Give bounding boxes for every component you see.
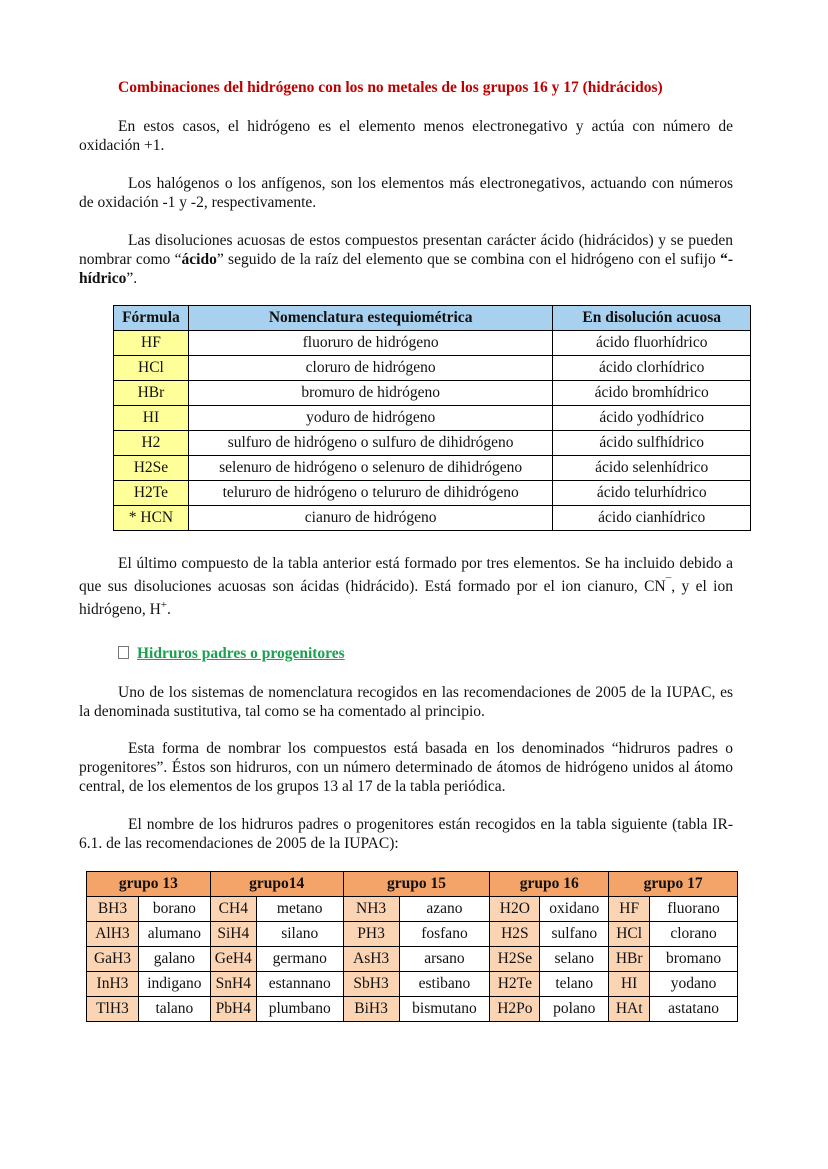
text-run: El último compuesto de la tabla anterior está formado por tres elementos. Se ha incluido debido a que sus disoluciones acuosas son ácidas (hidrácido). Está formado por el ion cianuro, CN <box>79 555 733 596</box>
hydride-formula-cell: SnH4 <box>210 972 256 997</box>
hydride-name-cell: galano <box>138 947 210 972</box>
stoichiometric-name-cell: cloruro de hidrógeno <box>188 356 553 381</box>
subsection-title: Hidruros padres o progenitores <box>137 645 345 662</box>
hydride-formula-cell: AsH3 <box>343 947 399 972</box>
formula-cell: HF <box>114 331 189 356</box>
table-header-row <box>87 872 738 897</box>
hydride-name-cell: metano <box>256 897 343 922</box>
stoichiometric-name-cell: selenuro de hidrógeno o selenuro de dihidrógeno <box>188 456 553 481</box>
hydride-name-cell: oxidano <box>540 897 609 922</box>
paragraph-acid-naming <box>79 231 733 288</box>
hydride-formula-cell: SbH3 <box>343 972 399 997</box>
hydride-name-cell: indigano <box>138 972 210 997</box>
formula-cell: HCl <box>114 356 189 381</box>
paragraph-parent-hydrides <box>79 739 733 796</box>
table-row <box>87 897 738 922</box>
formula-cell: * HCN <box>114 506 189 531</box>
hydride-name-cell: bismutano <box>399 997 490 1022</box>
paragraph-iupac <box>79 683 733 721</box>
stoichiometric-name-cell: yoduro de hidrógeno <box>188 406 553 431</box>
table-row <box>114 406 751 431</box>
table-row <box>114 431 751 456</box>
hydride-formula-cell: NH3 <box>343 897 399 922</box>
text-run: , y el ion hidrógeno, H <box>79 578 733 619</box>
superscript-minus: ¯ <box>665 576 672 588</box>
aqueous-name-cell: ácido cianhídrico <box>553 506 751 531</box>
hydride-name-cell: talano <box>138 997 210 1022</box>
hydride-formula-cell: H2Se <box>490 947 540 972</box>
paragraph-text: El nombre de los hidruros padres o progenitores están recogidos en la tabla siguiente (tabla IR-6.1. de las recomendaciones de 2005 de la IUPAC): <box>79 816 733 852</box>
paragraph-table-ref <box>79 815 733 853</box>
hydride-name-cell: germano <box>256 947 343 972</box>
table-row <box>87 947 738 972</box>
hydride-formula-cell: InH3 <box>87 972 139 997</box>
hydride-name-cell: telano <box>540 972 609 997</box>
table-row <box>114 481 751 506</box>
aqueous-name-cell: ácido telurhídrico <box>553 481 751 506</box>
paragraph-text: Uno de los sistemas de nomenclatura recogidos en las recomendaciones de 2005 de la IUPAC, es la denominada sustitutiva, tal como se ha comentado al principio. <box>79 684 733 720</box>
parent-hydrides-table <box>86 871 738 1022</box>
hydride-formula-cell: PbH4 <box>210 997 256 1022</box>
paragraph-oxidation <box>79 117 733 155</box>
header-group-14: grupo14 <box>210 872 343 897</box>
header-aqueous: En disolución acuosa <box>553 306 751 331</box>
table-row <box>114 331 751 356</box>
hydride-formula-cell: HAt <box>609 997 650 1022</box>
hydride-name-cell: borano <box>138 897 210 922</box>
aqueous-name-cell: ácido yodhídrico <box>553 406 751 431</box>
header-group-13: grupo 13 <box>87 872 211 897</box>
paragraph-text: Los halógenos o los anfígenos, son los elementos más electronegativos, actuando con números de oxidación -1 y -2, respectivamente. <box>79 175 733 211</box>
hydride-formula-cell: H2O <box>490 897 540 922</box>
table-row <box>87 922 738 947</box>
section-title: Combinaciones del hidrógeno con los no metales de los grupos 16 y 17 (hidrácidos) <box>118 79 663 96</box>
stoichiometric-name-cell: bromuro de hidrógeno <box>188 381 553 406</box>
superscript-plus: + <box>160 599 168 612</box>
hydride-formula-cell: GeH4 <box>210 947 256 972</box>
header-group-17: grupo 17 <box>609 872 738 897</box>
text-run: ” seguido de la raíz del elemento que se combina con el hidrógeno con el sufijo <box>216 251 721 268</box>
hydride-name-cell: estannano <box>256 972 343 997</box>
hydride-formula-cell: H2Po <box>490 997 540 1022</box>
hydride-name-cell: clorano <box>650 922 738 947</box>
hydride-formula-cell: AlH3 <box>87 922 139 947</box>
aqueous-name-cell: ácido selenhídrico <box>553 456 751 481</box>
hydride-name-cell: alumano <box>138 922 210 947</box>
hydride-formula-cell: HCl <box>609 922 650 947</box>
formula-cell: H2Se <box>114 456 189 481</box>
hydride-formula-cell: TlH3 <box>87 997 139 1022</box>
hydride-formula-cell: HI <box>609 972 650 997</box>
hydride-formula-cell: SiH4 <box>210 922 256 947</box>
hydride-formula-cell: PH3 <box>343 922 399 947</box>
header-stoichiometric: Nomenclatura estequiométrica <box>188 306 553 331</box>
hydracids-table <box>113 305 751 531</box>
stoichiometric-name-cell: telururo de hidrógeno o telururo de dihidrógeno <box>188 481 553 506</box>
aqueous-name-cell: ácido sulfhídrico <box>553 431 751 456</box>
hydride-name-cell: polano <box>540 997 609 1022</box>
table-row <box>114 381 751 406</box>
formula-cell: H2Te <box>114 481 189 506</box>
formula-cell: HI <box>114 406 189 431</box>
text-run: Las disoluciones acuosas de estos compuestos presentan carácter ácido (hidrácidos) y se pueden nombrar como “ <box>79 232 733 268</box>
text-run: ”. <box>126 270 138 287</box>
hydride-formula-cell: CH4 <box>210 897 256 922</box>
hydride-name-cell: estibano <box>399 972 490 997</box>
hydride-name-cell: fluorano <box>650 897 738 922</box>
bold-term-acido: ácido <box>181 251 217 268</box>
hydride-name-cell: plumbano <box>256 997 343 1022</box>
table-row <box>114 506 751 531</box>
paragraph-text: Esta forma de nombrar los compuestos está basada en los denominados “hidruros padres o progenitores”. Éstos son hidruros, con un número determinado de átomos de hidrógeno unidos al átomo central, de los elementos de los grupos 13 al 17 de la tabla periódica. <box>79 740 733 795</box>
stoichiometric-name-cell: cianuro de hidrógeno <box>188 506 553 531</box>
hydride-formula-cell: BiH3 <box>343 997 399 1022</box>
hydride-formula-cell: HF <box>609 897 650 922</box>
hydride-formula-cell: H2S <box>490 922 540 947</box>
bullet-box-icon <box>118 646 129 659</box>
bold-term-hidrico: “-hídrico <box>79 251 734 287</box>
hydride-formula-cell: GaH3 <box>87 947 139 972</box>
hydride-name-cell: selano <box>540 947 609 972</box>
table-row <box>114 356 751 381</box>
paragraph-halogens <box>79 174 733 212</box>
formula-cell: HBr <box>114 381 189 406</box>
hydride-name-cell: astatano <box>650 997 738 1022</box>
formula-cell: H2 <box>114 431 189 456</box>
hydride-name-cell: yodano <box>650 972 738 997</box>
hydride-formula-cell: HBr <box>609 947 650 972</box>
hydride-name-cell: azano <box>399 897 490 922</box>
table-row <box>87 997 738 1022</box>
text-run: . <box>167 601 171 619</box>
paragraph-cyanide <box>79 554 733 619</box>
subsection-heading <box>118 645 345 663</box>
stoichiometric-name-cell: fluoruro de hidrógeno <box>188 331 553 356</box>
table-row <box>87 972 738 997</box>
hydride-formula-cell: H2Te <box>490 972 540 997</box>
table-header-row <box>114 306 751 331</box>
header-group-15: grupo 15 <box>343 872 490 897</box>
hydride-name-cell: arsano <box>399 947 490 972</box>
hydride-name-cell: sulfano <box>540 922 609 947</box>
hydride-formula-cell: BH3 <box>87 897 139 922</box>
stoichiometric-name-cell: sulfuro de hidrógeno o sulfuro de dihidrógeno <box>188 431 553 456</box>
hydride-name-cell: silano <box>256 922 343 947</box>
header-group-16: grupo 16 <box>490 872 609 897</box>
hydride-name-cell: bromano <box>650 947 738 972</box>
paragraph-text: En estos casos, el hidrógeno es el elemento menos electronegativo y actúa con número de oxidación +1. <box>79 118 733 154</box>
aqueous-name-cell: ácido fluorhídrico <box>553 331 751 356</box>
hydride-name-cell: fosfano <box>399 922 490 947</box>
table-row <box>114 456 751 481</box>
aqueous-name-cell: ácido bromhídrico <box>553 381 751 406</box>
header-formula: Fórmula <box>114 306 189 331</box>
aqueous-name-cell: ácido clorhídrico <box>553 356 751 381</box>
